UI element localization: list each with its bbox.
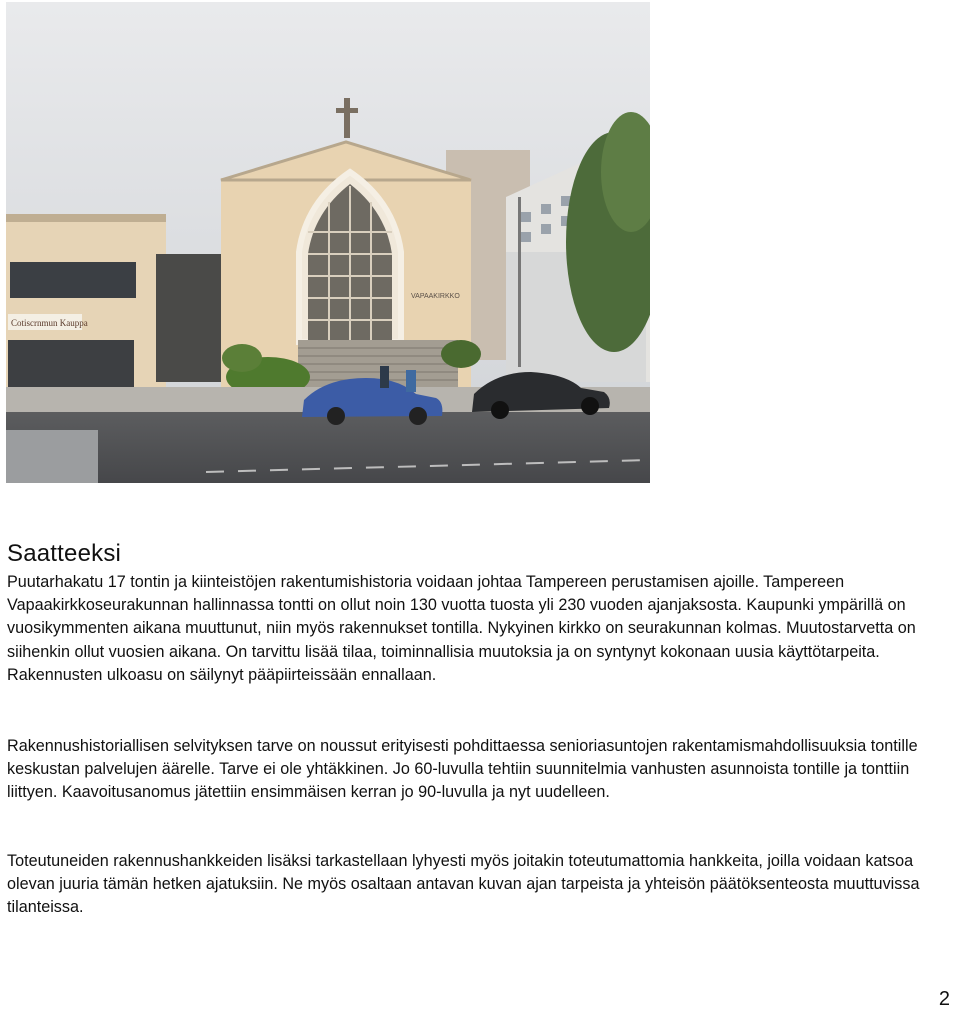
paragraph-need: Rakennushistoriallisen selvityksen tarve on noussut erityisesti pohdittaessa senioriasuntojen rakentamismahdollisuuksia tontille keskustan palvelujen äärelle. Tarve ei ole yhtäkkinen. Jo 60-luvulla tehtiin suunnitelmia vanhusten asunnoista tontille ja tonttiin liittyen. Kaavoitusanomus jätettiin ensimmäisen kerran jo 90-luvulla ja nyt uudelleen.	[7, 737, 918, 802]
paragraph-projects: Toteutuneiden rakennushankkeiden lisäksi tarkastellaan lyhyesti myös joitakin toteutumattomia hankkeita, joilla voidaan katsoa olevan juuria tämän hetken ajatuksiin. Ne myös osaltaan antavan kuvan ajan tarpeista ja yhteisön päätöksenteosta muuttuvissa tilanteissa.	[7, 852, 920, 917]
church-sign: VAPAAKIRKKO	[411, 293, 460, 300]
shop-sign: Cotiscrnmun Kauppa	[11, 318, 88, 328]
church-photo	[6, 2, 650, 483]
section-heading: Saatteeksi	[7, 540, 122, 567]
page-number: 2	[938, 988, 950, 1010]
paragraph-intro: Puutarhakatu 17 tontin ja kiinteistöjen rakentumishistoria voidaan johtaa Tampereen perustamisen ajoille. Tampereen Vapaakirkkoseurakunnan hallinnassa tontti on ollut noin 130 vuotta tuosta yli 230 vuoden ajanjaksosta. Kaupunki ympärillä on vuosikymmenten aikana muuttunut, niin myös rakennukset tontilla. Nykyinen kirkko on seurakunnan kolmas. Muutostarvetta on siihenkin ollut vuosien aikana. On tarvittu lisää tilaa, toiminnallisia muutoksia ja on syntynyt kokonaan uusia käyttötarpeita. Rakennusten ulkoasu on säilynyt pääpiirteissään ennallaan.	[7, 573, 916, 684]
